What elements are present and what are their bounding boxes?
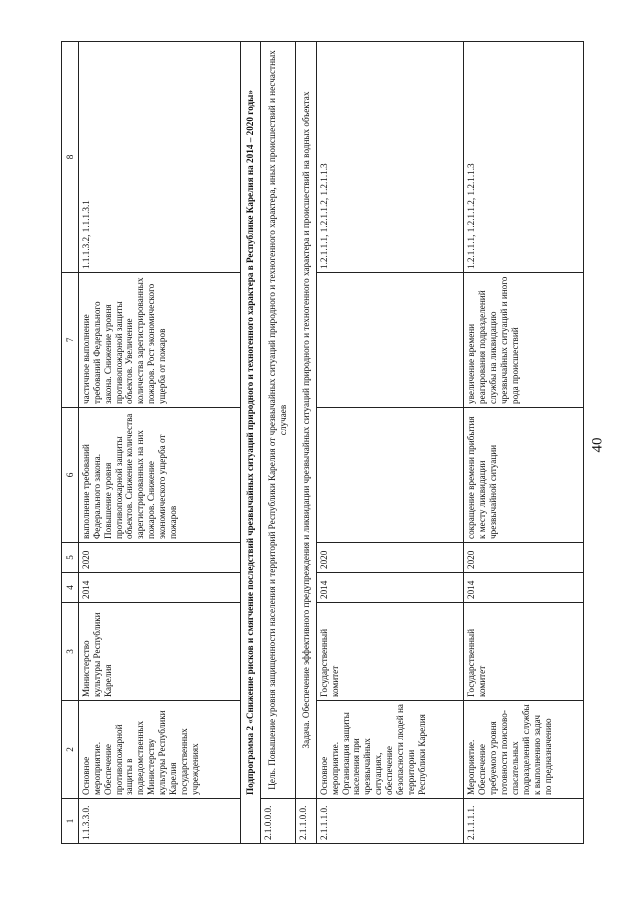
row-result — [316, 408, 464, 543]
row-end: 2020 — [464, 543, 584, 573]
measures-table — [61, 41, 584, 844]
task-text: Задача. Обеспечение эффективного предупреждения и ликвидации чрезвычайных ситуаций природного и техногенного характера и происшествий на водных объектах — [296, 42, 317, 799]
header-cell: 1 — [62, 799, 79, 844]
task-row — [296, 42, 317, 844]
program-title: Подпрограмма 2 «Снижение рисков и смягчение последствий чрезвычайных ситуаций природного и техногенного характера в Республике Карелия на 2014 – 2020 годы» — [240, 42, 261, 844]
row-code: 2.1.1.1.0. — [316, 799, 464, 844]
header-row — [62, 42, 79, 844]
goal-code: 2.1.0.0.0. — [261, 799, 296, 844]
row-start: 2014 — [79, 573, 241, 603]
row-consequences — [316, 273, 464, 408]
row-start: 2014 — [316, 573, 464, 603]
header-cell: 6 — [62, 408, 79, 543]
row-consequences: увеличение времени реагирования подразделений службы на ликвидацию чрезвычайных ситуаций и иного рода происшествий — [464, 273, 584, 408]
header-cell: 4 — [62, 573, 79, 603]
header-cell: 3 — [62, 603, 79, 701]
header-cell: 2 — [62, 701, 79, 799]
header-cell: 8 — [62, 42, 79, 273]
table-row — [79, 42, 241, 844]
row-code: 2.1.1.1.1. — [464, 799, 584, 844]
row-end: 2020 — [316, 543, 464, 573]
row-name: Мероприятие. Обеспечение требуемого уровня готовности поисково-спасательных подразделений службы к выполнению задач по предназначению — [464, 701, 584, 799]
table-row — [316, 42, 464, 844]
row-indicators: 1.1.1.3.2, 1.1.1.3.1 — [79, 42, 241, 273]
row-executor: Государственный комитет — [316, 603, 464, 701]
goal-row — [261, 42, 296, 844]
row-start: 2014 — [464, 573, 584, 603]
row-executor: Государственный комитет — [464, 603, 584, 701]
row-consequences: частичное выполнение требований Федерального закона. Снижение уровня противопожарной защиты объектов. Увеличение количества зарегистрированных пожаров. Рост экономического ущерба от пожаров — [79, 273, 241, 408]
page-number: 40 — [589, 437, 606, 453]
row-name: Основное мероприятие. Организация защиты населения при чрезвычайных ситуациях, обеспечение безопасности людей на территории Республики Карелия — [316, 701, 464, 799]
row-name: Основное мероприятие. Обеспечение противопожарной защиты в подведомственных Министерству культуры Республики Карелия государственных учреждениях — [79, 701, 241, 799]
goal-text: Цель. Повышение уровня защищенности населения и территорий Республики Карелия от чрезвычайных ситуаций природного и техногенного характера, иных происшествий и несчастных случаев — [261, 42, 296, 799]
row-end: 2020 — [79, 543, 241, 573]
row-executor: Министерство культуры Республики Карелия — [79, 603, 241, 701]
row-code: 1.1.3.3.0. — [79, 799, 241, 844]
row-indicators: 1.2.1.1.1, 1.2.1.1.2, 1.2.1.1.3 — [464, 42, 584, 273]
measures-table-rotated — [61, 42, 584, 844]
header-cell: 7 — [62, 273, 79, 408]
task-code: 2.1.1.0.0. — [296, 799, 317, 844]
row-indicators: 1.2.1.1.1, 1.2.1.1.2, 1.2.1.1.3 — [316, 42, 464, 273]
header-cell: 5 — [62, 543, 79, 573]
program-row — [240, 42, 261, 844]
row-result: сокращение времени прибытия к месту ликвидации чрезвычайной ситуации — [464, 408, 584, 543]
row-result: выполнение требований Федерального закона. Повышение уровня противопожарной защиты объектов. Снижение количества зарегистрированных на них пожаров. Снижение экономического ущерба от пожаров — [79, 408, 241, 543]
table-row — [464, 42, 584, 844]
